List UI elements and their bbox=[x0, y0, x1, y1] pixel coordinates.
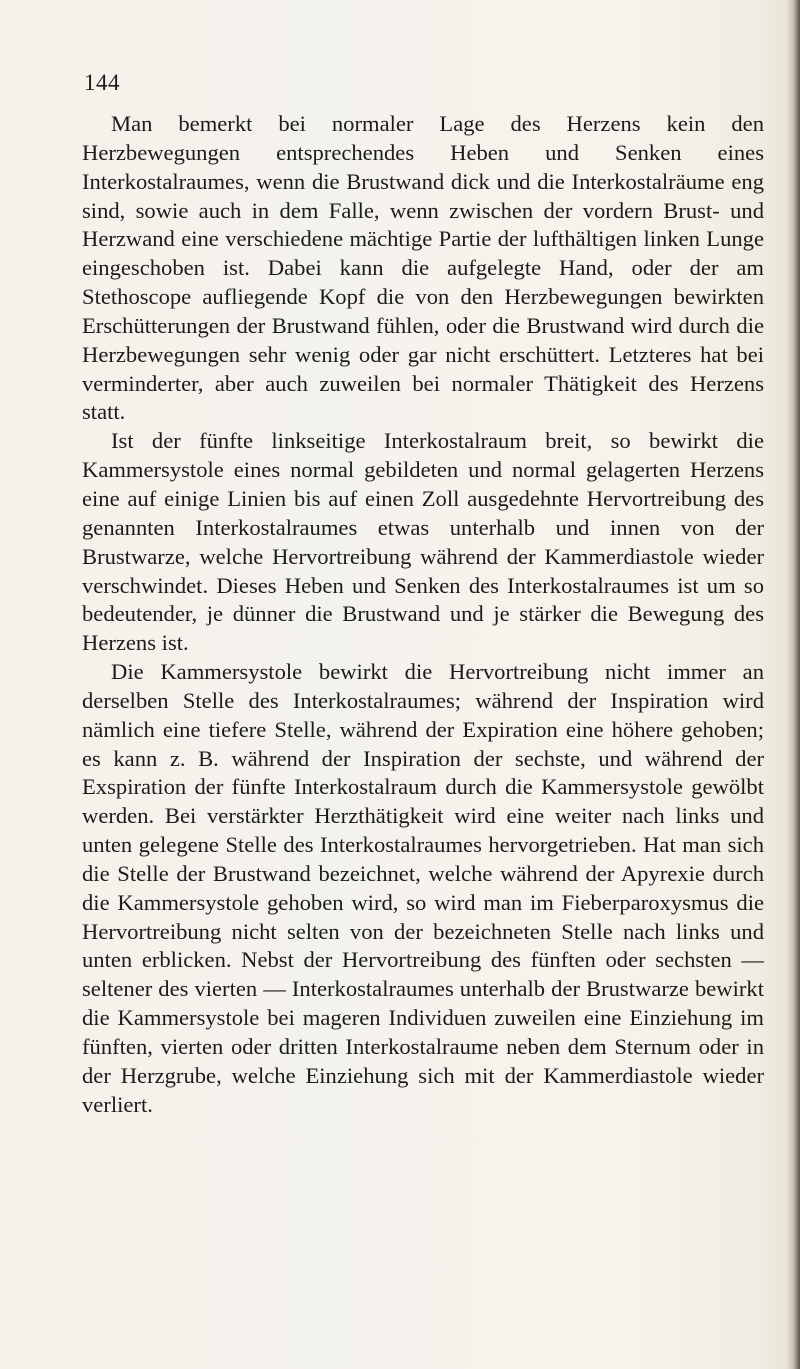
page-edge-shadow bbox=[786, 0, 800, 1369]
paragraph-2: Ist der fünfte linkseitige Interkostalraum breit, so bewirkt die Kammersystole eines normal gebildeten und normal gelagerten Herzens eine auf einige Linien bis auf einen Zoll ausgedehnte Hervortreibung des genannten Interkostalraumes etwas unterhalb und innen von der Brustwarze, welche Hervortreibung während der Kammerdiastole wieder verschwindet. Dieses Heben und Senken des Interkostalraumes ist um so bedeutender, je dünner die Brustwand und je stärker die Bewegung des Herzens ist. bbox=[82, 428, 764, 656]
body-text bbox=[82, 110, 764, 1120]
paragraph-1: Man bemerkt bei normaler Lage des Herzens kein den Herzbewegungen entsprechendes Heben und Senken eines Interkostalraumes, wenn die Brustwand dick und die Interkostalräume eng sind, sowie auch in dem Falle, wenn zwischen der vordern Brust- und Herzwand eine verschiedene mächtige Partie der lufthältigen linken Lunge eingeschoben ist. Dabei kann die aufgelegte Hand, oder der am Stethoscope aufliegende Kopf die von den Herzbewegungen bewirkten Erschütterungen der Brustwand fühlen, oder die Brustwand wird durch die Herzbewegungen sehr wenig oder gar nicht erschüttert. Letzteres hat bei verminderter, aber auch zuweilen bei normaler Thätigkeit des Herzens statt. bbox=[82, 111, 764, 425]
page-number: 144 bbox=[84, 70, 120, 95]
paragraph-3: Die Kammersystole bewirkt die Hervortreibung nicht immer an derselben Stelle des Interkostalraumes; während der Inspiration wird nämlich eine tiefere Stelle, während der Expiration eine höhere gehoben; es kann z. B. während der Inspiration der sechste, und während der Exspiration der fünfte Interkostalraum durch die Kammersystole gewölbt werden. Bei verstärkter Herzthätigkeit wird eine weiter nach links und unten gelegene Stelle des Interkostalraumes hervorgetrieben. Hat man sich die Stelle der Brustwand bezeichnet, welche während der Apyrexie durch die Kammersystole gehoben wird, so wird man im Fieberparoxysmus die Hervortreibung nicht selten von der bezeichneten Stelle nach links und unten erblicken. Nebst der Hervortreibung des fünften oder sechsten — seltener des vierten — Interkostalraumes unterhalb der Brustwarze bewirkt die Kammersystole bei mageren Individuen zuweilen eine Einziehung im fünften, vierten oder dritten Interkostalraume neben dem Sternum oder in der Herzgrube, welche Einziehung sich mit der Kammerdiastole wieder verliert. bbox=[82, 659, 764, 1117]
